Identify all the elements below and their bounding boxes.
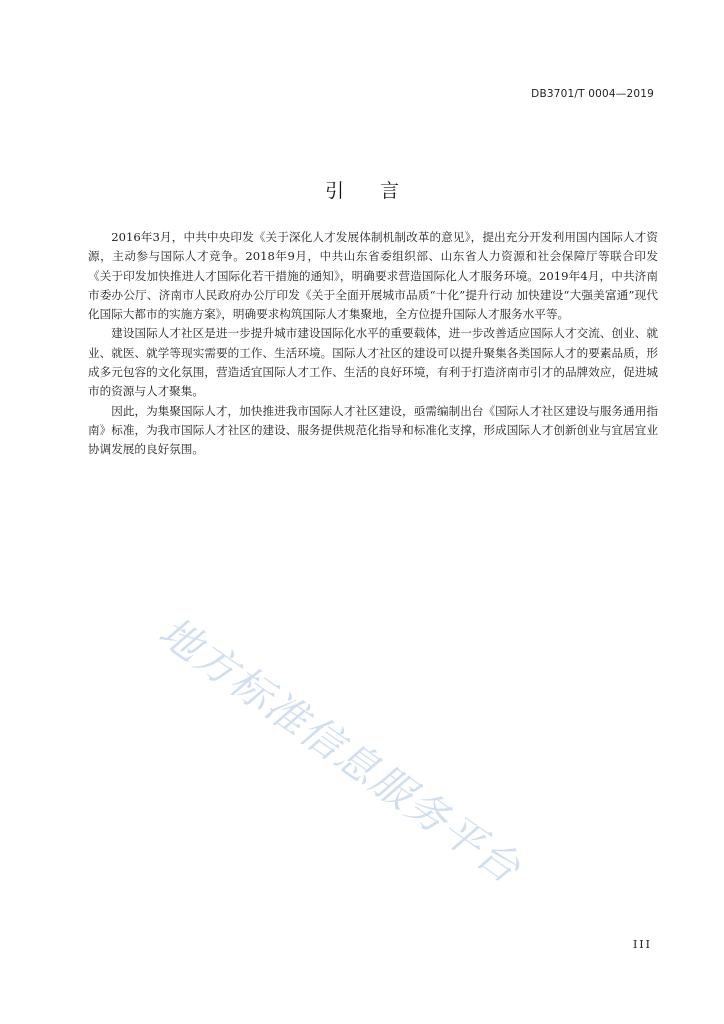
platform-watermark: 地方标准信息服务平台 <box>150 607 531 894</box>
document-code: DB3701/T 0004—2019 <box>531 88 654 100</box>
page-title <box>0 176 724 203</box>
paragraph-1: 2016年3月，中共中央印发《关于深化人才发展体制机制改革的意见》，提出充分开发利用国内国际人才资源，主动参与国际人才竞争。2018年9月，中共山东省委组织部、山东省人力资源和社会保障厅等联合印发《关于印发加快推进人才国际化若干措施的通知》，明确要求营造国际化人才服务环境。2019年4月，中共济南市委办公厅、济南市人民政府办公厅印发《关于全面开展城市品质“十化”提升行动 加快建设“大强美富通”现代化国际大都市的实施方案》，明确要求构筑国际人才集聚地，全方位提升国际人才服务水平等。 <box>88 230 658 322</box>
paragraph-2: 建设国际人才社区是进一步提升城市建设国际化水平的重要载体，进一步改善适应国际人才交流、创业、就业、就医、就学等现实需要的工作、生活环境。国际人才社区的建设可以提升聚集各类国际人才的要素品质，形成多元包容的文化氛围，营造适宜国际人才工作、生活的良好环境，有利于打造济南市引才的品牌效应，促进城市的资源与人才聚集。 <box>88 326 658 399</box>
paragraph-3: 因此，为集聚国际人才，加快推进我市国际人才社区建设，亟需编制出台《国际人才社区建设与服务通用指南》标准，为我市国际人才社区的建设、服务提供规范化指导和标准化支撑，形成国际人才创新创业与宜居宜业协调发展的良好氛围。 <box>88 403 658 457</box>
introduction-body <box>88 228 658 460</box>
title-char-2: 言 <box>380 179 400 202</box>
page-number: III <box>632 938 652 951</box>
title-char-1: 引 <box>324 179 344 202</box>
